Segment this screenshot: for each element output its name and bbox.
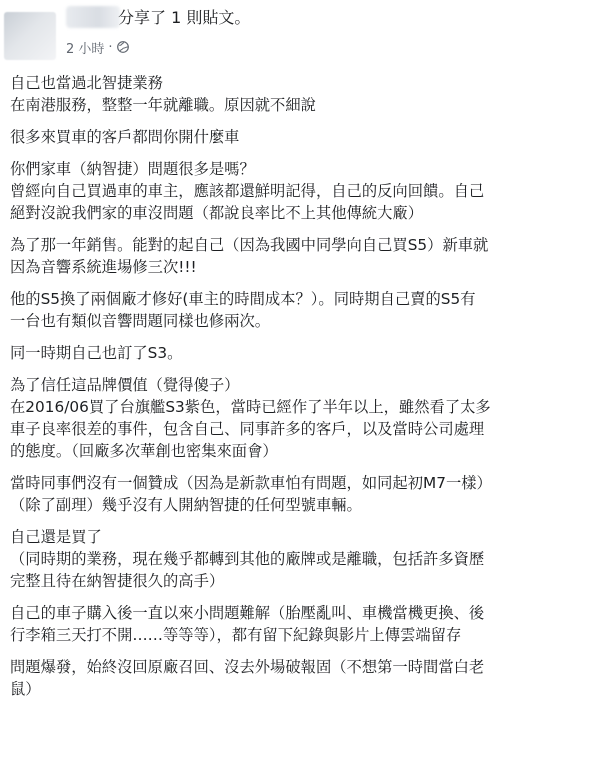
paragraph-line: 同一時期自己也訂了S3。	[10, 344, 183, 362]
post-paragraph	[10, 342, 610, 364]
share-text: 分享了 1 則貼文。	[118, 8, 251, 27]
paragraph-line: 自己的車子購入後一直以來小問題難解（胎壓亂叫、車機當機更換、後	[10, 604, 485, 622]
paragraph-line: 車子良率很差的事件，包含自己、同事許多的客戶，以及當時公司處理	[10, 420, 485, 438]
post-paragraph	[10, 72, 610, 116]
paragraph-line: 完整且待在納智捷很久的高手）	[10, 572, 225, 590]
avatar[interactable]	[4, 12, 56, 60]
paragraph-line: 一台也有類似音響問題同樣也修兩次。	[10, 312, 271, 330]
paragraph-line: 很多來買車的客戶都問你開什麼車	[10, 128, 240, 146]
paragraph-line: 為了那一年銷售。能對的起自己（因為我國中同學向自己買S5）新車就	[10, 236, 489, 254]
paragraph-line: 問題爆發，始終沒回原廠召回、沒去外場破報固（不想第一時間當白老	[10, 658, 485, 676]
post-paragraph	[10, 126, 610, 148]
paragraph-line: 的態度。（回廠多次華創也密集來面會）	[10, 442, 278, 460]
paragraph-line: 行李箱三天打不開……等等等），都有留下紀錄與影片上傳雲端留存	[10, 626, 462, 644]
paragraph-line: （除了副理）幾乎沒有人開納智捷的任何型號車輛。	[10, 496, 362, 514]
post-header	[0, 0, 616, 62]
paragraph-line: 因為音響系統進場修三次!!!	[10, 258, 197, 276]
post-paragraph	[10, 472, 610, 516]
paragraph-line: 他的S5換了兩個廠才修好(車主的時間成本？）。同時期自己賣的S5有	[10, 290, 476, 308]
paragraph-line: 你們家車（納智捷）問題很多是嗎？	[10, 160, 255, 178]
paragraph-line: 鼠）	[10, 680, 41, 698]
paragraph-line: 為了信任這品牌價值（覺得傻子）	[10, 376, 240, 394]
paragraph-line: 自己也當過北智捷業務	[10, 74, 163, 92]
author-name-redacted[interactable]	[66, 6, 120, 28]
paragraph-line: 當時同事們沒有一個贊成（因為是新款車怕有問題，如同起初M7一樣）	[10, 474, 492, 492]
post-paragraph	[10, 158, 610, 224]
post-paragraph	[10, 374, 610, 462]
meta-separator: ·	[108, 39, 113, 55]
post-paragraph	[10, 656, 610, 700]
paragraph-line: （同時期的業務，現在幾乎都轉到其他的廠牌或是離職，包括許多資歷	[10, 550, 485, 568]
post-paragraph	[10, 234, 610, 278]
post-paragraph	[10, 526, 610, 592]
paragraph-line: 絕對沒說我們家的車沒問題（都說良率比不上其他傳統大廠）	[10, 204, 424, 222]
globe-icon[interactable]	[117, 41, 129, 53]
paragraph-line: 在南港服務，整整一年就離職。原因就不細說	[10, 96, 316, 114]
post-paragraph	[10, 602, 610, 646]
post-paragraph	[10, 288, 610, 332]
post-meta	[66, 38, 129, 56]
paragraph-line: 自己還是買了	[10, 528, 102, 546]
timestamp-link[interactable]: 2 小時	[66, 41, 105, 57]
paragraph-line: 曾經向自己買過車的車主，應該都還鮮明記得，自己的反向回饋。自己	[10, 182, 485, 200]
post-body	[10, 72, 610, 710]
paragraph-line: 在2016/06買了台旗艦S3紫色，當時已經作了半年以上，雖然看了太多	[10, 398, 491, 416]
